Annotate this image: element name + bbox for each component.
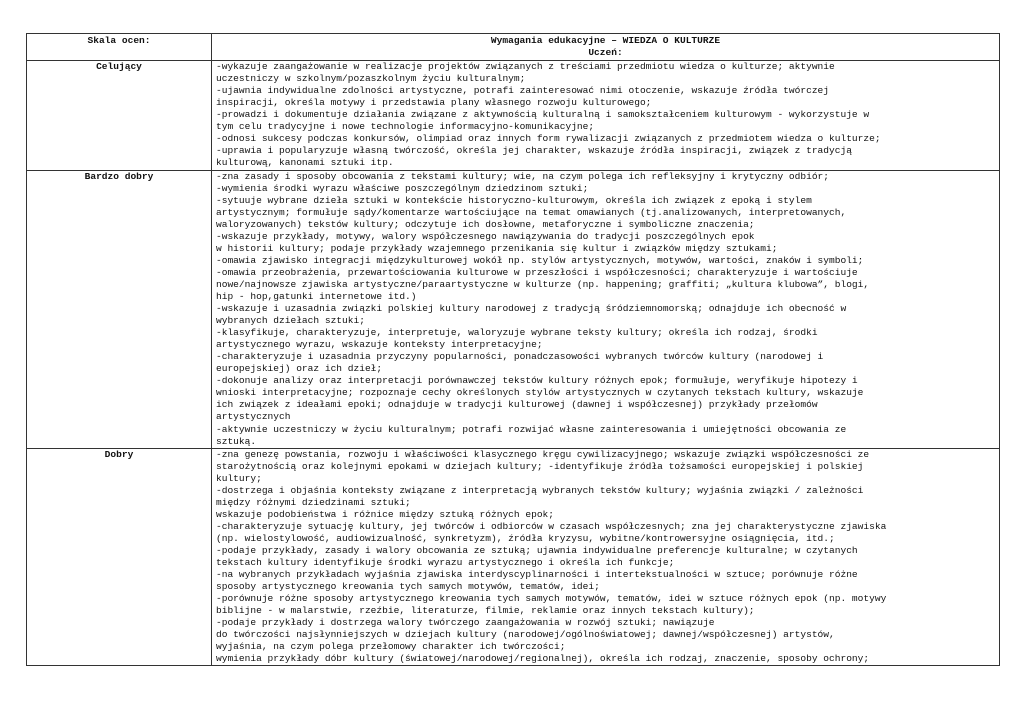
requirement-line: wybranych dziełach sztuki;: [216, 315, 365, 327]
requirement-line: uczestniczy w szkolnym/pozaszkolnym życiu kulturalnym;: [216, 73, 526, 85]
requirement-line: ich związek z ideałami epoki; odnajduje w tradycji kulturowej (dawnej i współczesnej) przykłady przełomów: [216, 399, 818, 411]
requirement-line: tym celu tradycyjne i nowe technologie informacyjno-komunikacyjne;: [216, 121, 595, 133]
requirement-line: inspiracji, określa motywy i przedstawia plany własnego rozwoju kulturowego;: [216, 97, 652, 109]
requirement-line: sztuką.: [216, 435, 257, 447]
requirements-cell: [212, 170, 1000, 448]
requirement-line: -ujawnia indywidualne zdolności artystyczne, potrafi zainteresować nimi otoczenie, wskazuje źródła twórczej: [216, 85, 830, 97]
requirements-title: Wymagania edukacyjne – WIEDZA O KULTURZE: [490, 35, 721, 46]
requirements-cell: [212, 448, 1000, 666]
table-row: [27, 170, 1000, 448]
requirement-line: do twórczości najsłynniejszych w dziejach kultury (narodowej/ogólnoświatowej; dawnej/współczesnej) artystów,: [216, 629, 835, 641]
student-label: Uczeń:: [588, 47, 623, 59]
requirement-line: -na wybranych przykładach wyjaśnia zjawiska interdyscyplinarności i intertekstualności w sztuce; porównuje różne: [216, 569, 858, 581]
requirement-line: kulturową, kanonami sztuki itp.: [216, 157, 394, 169]
requirement-line: waloryzowanych) tekstów kultury; odczytuje ich dosłowne, metaforyczne i symboliczne znaczenia;: [216, 218, 755, 230]
requirement-line: w historii kultury; podaje przykłady wzajemnego przenikania się kultur i związków między sztukami;: [216, 242, 778, 254]
requirement-line: -podaje przykłady i dostrzega walory twórczego zaangażowania w rozwój sztuki; nawiązuje: [216, 617, 715, 629]
requirement-line: biblijne - w malarstwie, rzeźbie, literaturze, filmie, reklamie oraz innych tekstach kultury);: [216, 605, 755, 617]
requirement-line: sposoby artystycznego kreowania tych samych motywów, tematów, idei;: [216, 581, 600, 593]
requirement-line: nowe/najnowsze zjawiska artystyczne/paraartystyczne w kulturze (np. happening; graffiti; „kultura klubowa”, blogi,: [216, 278, 870, 290]
requirement-line: kultury;: [216, 472, 262, 484]
requirement-line: starożytnością oraz kolejnymi epokami w dziejach kultury; -identyfikuje źródła tożsamości europejskiej i polskiej: [216, 460, 864, 472]
requirement-line: -prowadzi i dokumentuje działania związane z aktywnością kulturalną i samokształceniem kulturowym - wykorzystuje w: [216, 109, 870, 121]
requirement-line: -dokonuje analizy oraz interpretacji porównawczej tekstów kultury różnych epok; formułuje, weryfikuje hipotezy i: [216, 375, 858, 387]
grade-cell: Celujący: [27, 61, 212, 170]
requirement-line: -odnosi sukcesy podczas konkursów, olimpiad oraz innych form rywalizacji związanych z przedmiotem wiedza o kulturze;: [216, 133, 881, 145]
requirement-line: (np. wielostylowość, audiowizualność, synkretyzm), źródła kryzysu, wybitne/kontrowersyjne osiągnięcia, itd.;: [216, 532, 835, 544]
document-page: [26, 33, 999, 666]
requirement-line: -omawia przeobrażenia, przewartościowania kulturowe w przeszłości i współczesności; charakteryzuje i wartościuje: [216, 266, 858, 278]
requirement-line: wymienia przykłady dóbr kultury (światowej/narodowej/regionalnej), określa ich rodzaj, znaczenie, sposoby ochrony;: [216, 653, 870, 665]
requirement-line: -omawia zjawisko integracji międzykulturowej wokół np. stylów artystycznych, motywów, wartości, znaków i symboli;: [216, 254, 864, 266]
requirement-line: artystycznym; formułuje sądy/komentarze wartościujące na temat omawianych (tj.analizowanych, interpretowanych,: [216, 206, 847, 218]
requirement-line: wnioski interpretacyjne; rozpoznaje cechy określonych stylów artystycznych w czytanych tekstach kultury, wskazuje: [216, 387, 864, 399]
requirement-line: -podaje przykłady, zasady i walory obcowania ze sztuką; ujawnia indywidualne preferencje kulturalne; w czytanych: [216, 544, 858, 556]
requirement-line: tekstach kultury identyfikuje środki wyrazu artystycznego i określa ich funkcje;: [216, 557, 675, 569]
grading-table: [26, 33, 1000, 666]
table-header-row: [27, 34, 1000, 61]
requirement-line: -wymienia środki wyrazu właściwe poszczególnym dziedzinom sztuki;: [216, 182, 589, 194]
grade-scale-header: Skala ocen:: [27, 34, 212, 61]
requirement-line: między różnymi dziedzinami sztuki;: [216, 496, 411, 508]
grade-cell: Bardzo dobry: [27, 170, 212, 448]
requirement-line: hip - hop,gatunki internetowe itd.): [216, 290, 417, 302]
requirement-line: -charakteryzuje sytuację kultury, jej twórców i odbiorców w czasach współczesnych; zna jej charakterystyczne zjawiska: [216, 520, 887, 532]
requirement-line: -sytuuje wybrane dzieła sztuki w kontekście historyczno-kulturowym, określa ich związek z epoką i stylem: [216, 194, 812, 206]
requirement-line: artystycznych: [216, 411, 291, 423]
requirement-line: wyjaśnia, na czym polega przełomowy charakter ich twórczości;: [216, 641, 566, 653]
table-row: [27, 448, 1000, 666]
requirement-line: -dostrzega i objaśnia konteksty związane z interpretacją wybranych tekstów kultury; wyjaśnia związki / zależności: [216, 484, 864, 496]
requirement-line: -aktywnie uczestniczy w życiu kulturalnym; potrafi rozwijać własne zainteresowania i umiejętności obcowania ze: [216, 423, 847, 435]
requirements-cell: [212, 61, 1000, 170]
requirement-line: wskazuje podobieństwa i różnice między sztuką różnych epok;: [216, 508, 555, 520]
requirement-line: -wskazuje i uzasadnia związki polskiej kultury narodowej z tradycją śródziemnomorską; odnajduje ich obecność w: [216, 303, 847, 315]
requirement-line: -wykazuje zaangażowanie w realizacje projektów związanych z treściami przedmiotu wiedza o kulturze; aktywnie: [216, 61, 835, 73]
requirement-line: -porównuje różne sposoby artystycznego kreowania tych samych motywów, tematów, idei w sztuce różnych epok (np. motywy: [216, 593, 887, 605]
requirement-line: europejskiej) oraz ich dzieł;: [216, 363, 383, 375]
requirement-line: -zna genezę powstania, rozwoju i właściwości klasycznego kręgu cywilizacyjnego; wskazuje związki współczesności ze: [216, 448, 870, 460]
requirement-line: -wskazuje przykłady, motywy, walory współczesnego nawiązywania do tradycji poszczególnych epok: [216, 230, 755, 242]
requirement-line: -charakteryzuje i uzasadnia przyczyny popularności, ponadczasowości wybranych twórców kultury (narodowej i: [216, 351, 824, 363]
requirement-line: -klasyfikuje, charakteryzuje, interpretuje, waloryzuje wybrane teksty kultury; określa ich rodzaj, środki: [216, 327, 818, 339]
requirements-header: [212, 34, 1000, 61]
grade-cell: Dobry: [27, 448, 212, 666]
requirement-line: artystycznego wyrazu, wskazuje konteksty interpretacyjne;: [216, 339, 543, 351]
table-row: [27, 61, 1000, 170]
requirement-line: -uprawia i popularyzuje własną twórczość, określa jej charakter, wskazuje źródła inspiracji, związek z tradycją: [216, 145, 852, 157]
requirement-line: -zna zasady i sposoby obcowania z tekstami kultury; wie, na czym polega ich refleksyjny i krytyczny odbiór;: [216, 170, 830, 182]
